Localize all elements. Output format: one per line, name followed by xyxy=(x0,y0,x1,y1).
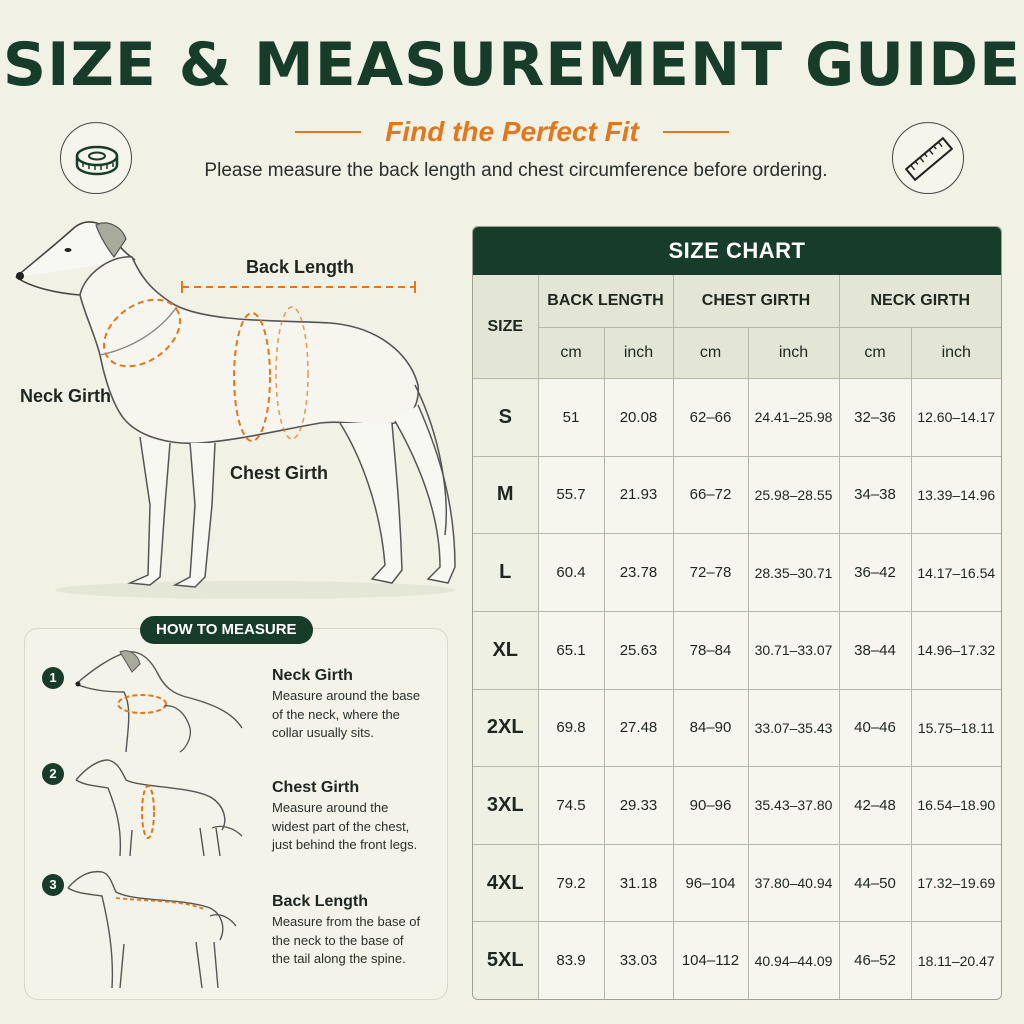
value-cell-chest-in: 28.35–30.71 xyxy=(748,534,839,612)
step-2-title: Chest Girth xyxy=(272,779,360,796)
unit-header: inch xyxy=(604,328,673,379)
value-cell-chest-in: 24.41–25.98 xyxy=(748,379,839,457)
value-cell-back-cm: 83.9 xyxy=(538,922,604,999)
step-1-number: 1 xyxy=(42,667,64,689)
step-2-number: 2 xyxy=(42,763,64,785)
value-cell-back-in: 21.93 xyxy=(604,456,673,534)
value-cell-chest-cm: 78–84 xyxy=(673,611,748,689)
table-row xyxy=(473,534,1001,612)
unit-header: cm xyxy=(673,328,748,379)
dog-illustration xyxy=(0,205,470,610)
ruler-icon xyxy=(892,122,964,194)
value-cell-neck-in: 12.60–14.17 xyxy=(911,379,1001,457)
step-3-number: 3 xyxy=(42,874,64,896)
chest-girth-header: CHEST GIRTH xyxy=(673,275,839,328)
table-row xyxy=(473,922,1001,999)
size-cell: 4XL xyxy=(473,844,538,922)
value-cell-chest-in: 33.07–35.43 xyxy=(748,689,839,767)
value-cell-neck-in: 17.32–19.69 xyxy=(911,844,1001,922)
value-cell-back-cm: 65.1 xyxy=(538,611,604,689)
table-row xyxy=(473,379,1001,457)
step-1-title: Neck Girth xyxy=(272,667,353,684)
value-cell-chest-in: 40.94–44.09 xyxy=(748,922,839,999)
subtitle-right-rule xyxy=(663,131,729,133)
step-2-description: Measure around the widest part of the chest, just behind the front legs. xyxy=(272,800,418,852)
table-row xyxy=(473,767,1001,845)
size-cell: XL xyxy=(473,611,538,689)
value-cell-chest-in: 30.71–33.07 xyxy=(748,611,839,689)
subtitle-row xyxy=(0,116,1024,148)
value-cell-chest-cm: 104–112 xyxy=(673,922,748,999)
value-cell-neck-cm: 36–42 xyxy=(839,534,911,612)
value-cell-neck-cm: 32–36 xyxy=(839,379,911,457)
page-title: SIZE & MEASUREMENT GUIDE xyxy=(2,30,1022,100)
value-cell-back-cm: 74.5 xyxy=(538,767,604,845)
value-cell-neck-cm: 46–52 xyxy=(839,922,911,999)
size-cell: L xyxy=(473,534,538,612)
subtitle-left-rule xyxy=(295,131,361,133)
back-measure-drawing xyxy=(64,866,244,994)
measuring-tape-icon xyxy=(60,122,132,194)
value-cell-neck-in: 14.96–17.32 xyxy=(911,611,1001,689)
value-cell-neck-cm: 42–48 xyxy=(839,767,911,845)
value-cell-back-in: 23.78 xyxy=(604,534,673,612)
value-cell-back-cm: 69.8 xyxy=(538,689,604,767)
size-chart-title: SIZE CHART xyxy=(473,227,1001,275)
value-cell-back-cm: 79.2 xyxy=(538,844,604,922)
chest-measure-drawing xyxy=(72,758,252,862)
value-cell-chest-in: 37.80–40.94 xyxy=(748,844,839,922)
table-row xyxy=(473,611,1001,689)
step-1-description: Measure around the base of the neck, where the collar usually sits. xyxy=(272,688,421,740)
value-cell-back-cm: 51 xyxy=(538,379,604,457)
back-length-label: Back Length xyxy=(246,257,355,277)
value-cell-back-in: 33.03 xyxy=(604,922,673,999)
value-cell-neck-in: 14.17–16.54 xyxy=(911,534,1001,612)
value-cell-neck-cm: 34–38 xyxy=(839,456,911,534)
greyhound-coat-drawing xyxy=(0,205,470,610)
instruction-text: Please measure the back length and chest circumference before ordering. xyxy=(204,160,828,181)
value-cell-back-cm: 55.7 xyxy=(538,456,604,534)
table-row xyxy=(473,844,1001,922)
step-1 xyxy=(272,667,432,743)
value-cell-neck-in: 13.39–14.96 xyxy=(911,456,1001,534)
unit-header: inch xyxy=(911,328,1001,379)
size-cell: 5XL xyxy=(473,922,538,999)
size-cell: 3XL xyxy=(473,767,538,845)
size-column-header: SIZE xyxy=(473,275,538,379)
size-cell: S xyxy=(473,379,538,457)
unit-header: inch xyxy=(748,328,839,379)
size-cell: 2XL xyxy=(473,689,538,767)
neck-measure-drawing xyxy=(72,648,252,758)
table-row xyxy=(473,456,1001,534)
value-cell-chest-cm: 66–72 xyxy=(673,456,748,534)
value-cell-chest-cm: 96–104 xyxy=(673,844,748,922)
value-cell-chest-cm: 90–96 xyxy=(673,767,748,845)
value-cell-neck-cm: 40–46 xyxy=(839,689,911,767)
size-chart xyxy=(472,226,1002,1000)
unit-header: cm xyxy=(839,328,911,379)
value-cell-back-cm: 60.4 xyxy=(538,534,604,612)
value-cell-neck-in: 16.54–18.90 xyxy=(911,767,1001,845)
value-cell-back-in: 29.33 xyxy=(604,767,673,845)
value-cell-back-in: 27.48 xyxy=(604,689,673,767)
subtitle: Find the Perfect Fit xyxy=(385,116,639,147)
size-table xyxy=(473,275,1001,999)
size-cell: M xyxy=(473,456,538,534)
size-table-body xyxy=(473,379,1001,1000)
step-3-description: Measure from the base of the neck to the base of the tail along the spine. xyxy=(272,914,421,966)
how-to-measure-title: HOW TO MEASURE xyxy=(140,616,313,644)
value-cell-neck-cm: 38–44 xyxy=(839,611,911,689)
value-cell-chest-in: 35.43–37.80 xyxy=(748,767,839,845)
value-cell-neck-cm: 44–50 xyxy=(839,844,911,922)
value-cell-neck-in: 15.75–18.11 xyxy=(911,689,1001,767)
neck-girth-label: Neck Girth xyxy=(20,386,112,406)
value-cell-chest-in: 25.98–28.55 xyxy=(748,456,839,534)
back-length-header: BACK LENGTH xyxy=(538,275,673,328)
step-2 xyxy=(272,779,432,855)
value-cell-neck-in: 18.11–20.47 xyxy=(911,922,1001,999)
value-cell-chest-cm: 72–78 xyxy=(673,534,748,612)
value-cell-chest-cm: 84–90 xyxy=(673,689,748,767)
value-cell-chest-cm: 62–66 xyxy=(673,379,748,457)
table-row xyxy=(473,689,1001,767)
chest-girth-label: Chest Girth xyxy=(230,463,329,483)
value-cell-back-in: 25.63 xyxy=(604,611,673,689)
step-3 xyxy=(272,893,432,969)
value-cell-back-in: 20.08 xyxy=(604,379,673,457)
unit-header: cm xyxy=(538,328,604,379)
value-cell-back-in: 31.18 xyxy=(604,844,673,922)
neck-girth-header: NECK GIRTH xyxy=(839,275,1001,328)
step-3-title: Back Length xyxy=(272,893,369,910)
